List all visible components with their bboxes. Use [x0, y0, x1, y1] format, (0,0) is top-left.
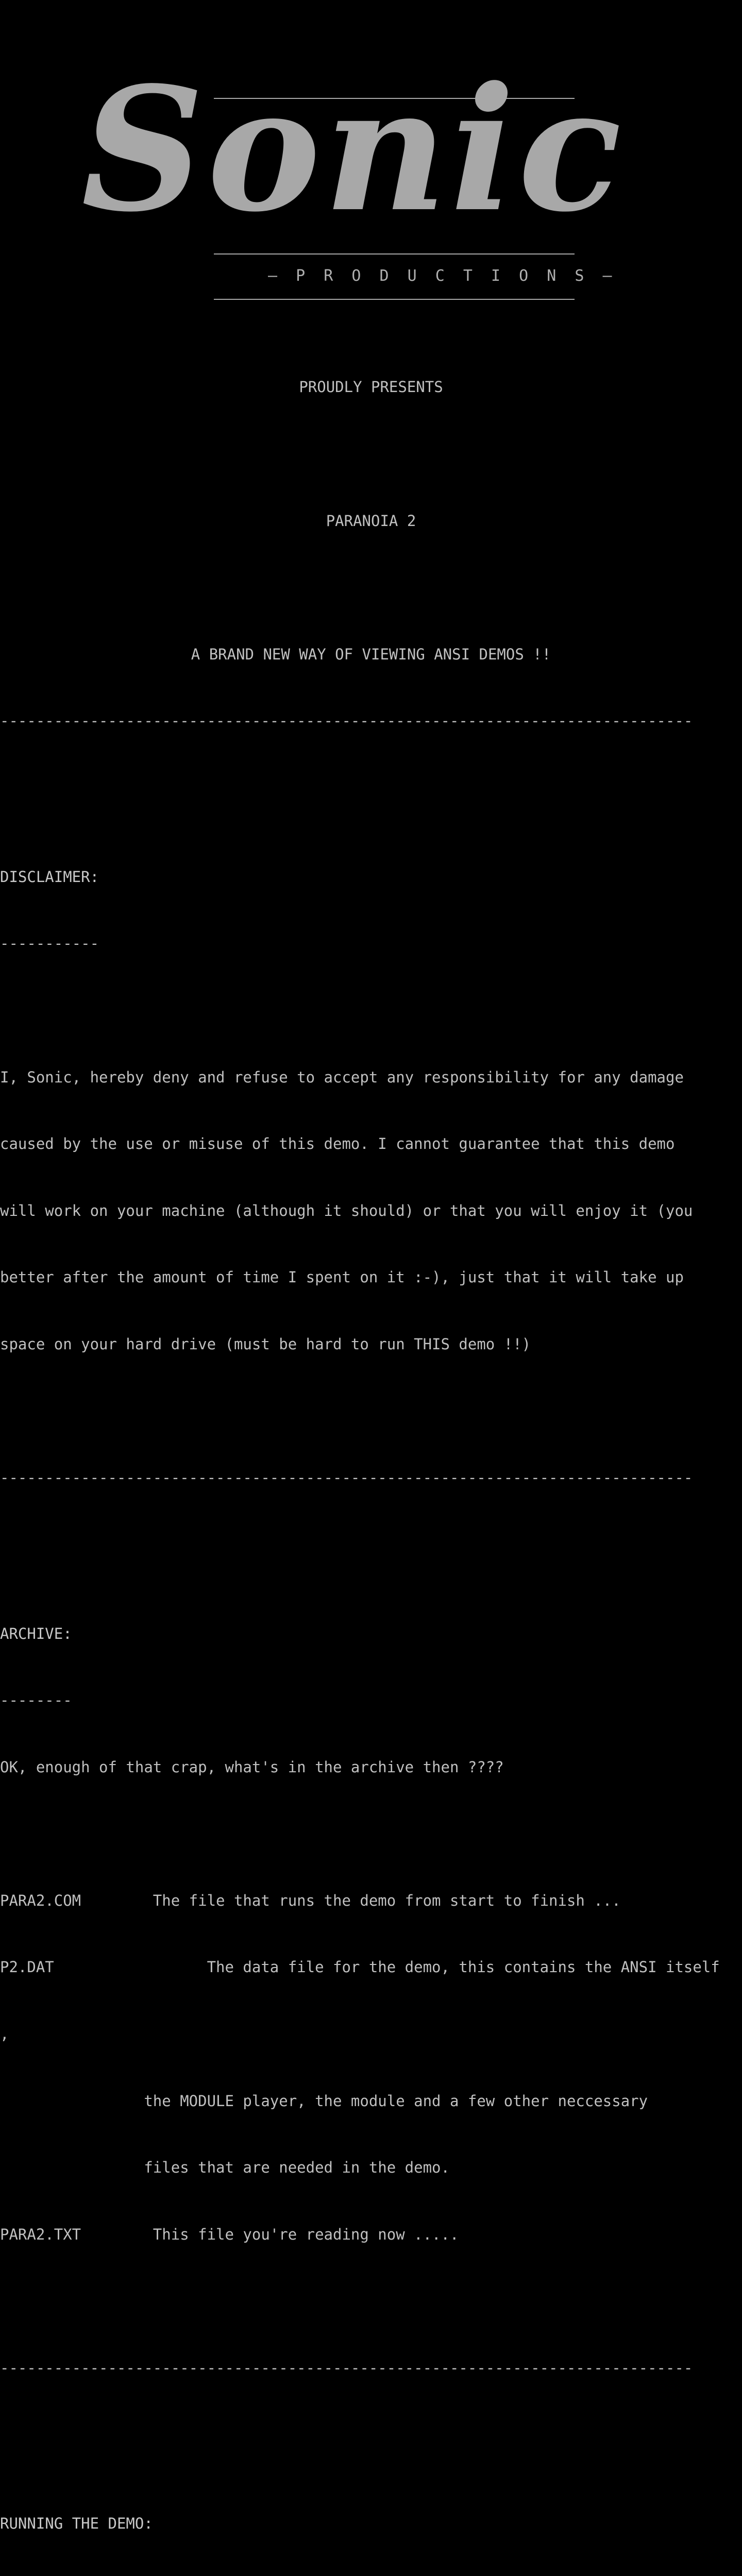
archive-intro: OK, enough of that crap, what's in the archive then ????	[0, 1758, 504, 1776]
disclaimer-line: caused by the use or misuse of this demo. I cannot guarantee that this demo	[0, 1135, 675, 1153]
sonic-logo	[0, 0, 742, 309]
logo-subtitle: — P R O D U C T I O N S —	[268, 267, 617, 285]
divider: -----------------------------------------------------------------------------	[0, 712, 693, 730]
logo-rule-upper	[214, 253, 575, 255]
divider: -----------------------------------------------------------------------------	[0, 2359, 693, 2377]
running-heading: RUNNING THE DEMO:	[0, 2515, 153, 2533]
archive-file-line: PARA2.TXT This file you're reading now .....	[0, 2225, 459, 2243]
disclaimer-line: I, Sonic, hereby deny and refuse to accept any responsibility for any damage	[0, 1068, 684, 1086]
demo-title: PARANOIA 2	[326, 512, 416, 530]
disclaimer-underline: -----------	[0, 935, 99, 953]
divider: -----------------------------------------------------------------------------	[0, 1469, 693, 1487]
document-body	[0, 332, 742, 2576]
archive-file-line: the MODULE player, the module and a few other neccessary	[0, 2092, 648, 2110]
logo-rule-lower	[214, 299, 575, 300]
disclaimer-line: space on your hard drive (must be hard to run THIS demo !!)	[0, 1335, 531, 1353]
archive-file-line: ,	[0, 2025, 9, 2043]
archive-underline: --------	[0, 1691, 72, 1709]
disclaimer-line: will work on your machine (although it should) or that you will enjoy it (you	[0, 1201, 693, 1219]
archive-file-line: P2.DAT The data file for the demo, this contains the ANSI itself	[0, 1958, 720, 1976]
archive-file-line: PARA2.COM The file that runs the demo from start to finish ...	[0, 1891, 621, 1909]
archive-heading: ARCHIVE:	[0, 1624, 72, 1642]
disclaimer-heading: DISCLAIMER:	[0, 868, 99, 886]
logo-wordmark: Sonic	[81, 49, 625, 249]
presents-line: PROUDLY PRESENTS	[299, 378, 443, 396]
demo-tagline: A BRAND NEW WAY OF VIEWING ANSI DEMOS !!	[191, 645, 551, 663]
archive-file-line: files that are needed in the demo.	[0, 2159, 450, 2177]
disclaimer-line: better after the amount of time I spent on it :-), just that it will take up	[0, 1268, 684, 1286]
